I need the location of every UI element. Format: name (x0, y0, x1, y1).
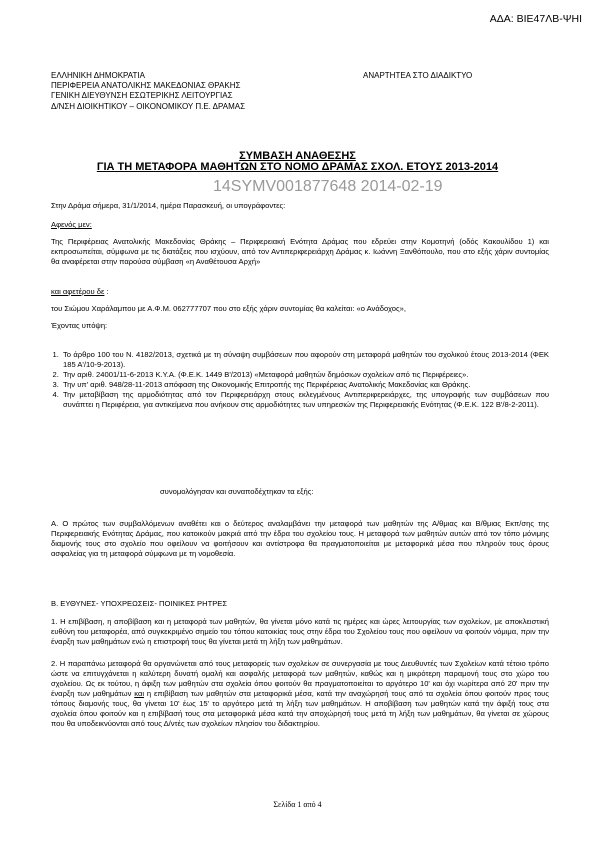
header-line: ΓΕΝΙΚΗ ΔΙΕΥΘΥΝΣΗ ΕΣΩΤΕΡΙΚΗΣ ΛΕΙΤΟΥΡΓΙΑΣ (51, 91, 233, 101)
paragraph-text: η επιβίβαση των μαθητών στα μεταφορικά μέσα, κατά την αναχώρησή τους από τα σχολεία όπου φοιτούν προς τους τόπους διαμονής τους, θα γίνεται 10' έως 15' το αργότερο μετά τη λήξη των μαθημάτων. Η αποβίβαση των μαθητών κατά την άφιξή τους στα σχολεία όπου φοιτούν και η επιβίβασή τους στα μεταφορικά μέσα κατά την αποχώρησή τους μετά τη λήξη των μαθημάτων, θα γίνεται σε χώρους που θα υποδεικνύονται από τους Δ/ντές των σχολείων πλησίον του διδακτηρίου. (51, 689, 549, 728)
afeterou-paragraph: του Σιώμου Χαράλαμπου με Α.Φ.Μ. 062777707 που στο εξής χάριν συντομίας θα καλείται: «ο Ανάδοχος», (51, 304, 406, 313)
afeterou-label: και αφετέρου δε (51, 287, 105, 296)
ada-code: ΑΔΑ: ΒΙΕ47ΛΒ-ΨΗΙ (489, 13, 582, 25)
afeterou-colon: : (104, 287, 109, 296)
header-line: Δ/ΝΣΗ ΔΙΟΙΚΗΤΙΚΟΥ – ΟΙΚΟΝΟΜΙΚΟΥ Π.Ε. ΔΡΑΜΑΣ (51, 101, 246, 111)
header-line: ΕΛΛΗΝΙΚΗ ΔΗΜΟΚΡΑΤΙΑ (51, 71, 145, 80)
title-line-1: ΣΥΜΒΑΣΗ ΑΝΑΘΕΣΗΣ (239, 150, 356, 162)
page-footer: Σελίδα 1 από 4 (273, 800, 322, 809)
agreed-text: συνομολόγησαν και συναποδέχτηκαν τα εξής: (160, 487, 314, 496)
list-item: 1. Το άρθρο 100 του Ν. 4182/2013, σχετικά με τη σύναψη συμβάσεων που αφορούν στη μεταφορά μαθητών του σχολικού έτους 2013-2014 (ΦΕΚ 185 Α'/10-9-2013). (61, 350, 549, 370)
list-item: 4. Την μεταβίβαση της αρμοδιότητας από τον Περιφερειάρχη στους εκλεγμένους Αντιπεριφερειάρχες, της υπογραφής των συμβάσεων που συνάπτει η Περιφέρεια, για αντικείμενα που ανήκουν στις αρμοδιότητες των υπηρεσιών της Περιφερειακής Ενότητας (Φ.Ε.Κ. 122 Β'/8-2-2011). (61, 390, 549, 410)
paragraph-text: 2. Η παραπάνω μεταφορά θα οργανώνεται από τους μεταφορείς των σχολείων σε συνεργασία με τους Διευθυντές των Σχολείων κατά τέτοιο τρόπο ώστε να επιτυγχάνεται η καλύτερη δυνατή ομαλή και ασφαλής μεταφορά των μαθητών, καθώς και η μικρότερη παραμονή τους στο χώρο του σχολείου. Ως εκ τούτου, η άφιξη των μαθητών στα σχολεία όπου φοιτούν θα πραγματοποιείται το αργότερο 10' και όχι νωρίτερα από 20' πριν την έναρξη των μαθημάτων (51, 659, 549, 698)
having-label: Έχοντας υπόψη: (51, 321, 108, 330)
considerations-list (51, 350, 549, 410)
afenos-paragraph: Της Περιφέρειας Ανατολικής Μακεδονίας Θράκης – Περιφερειακή Ενότητα Δράμας που εδρεύει στην Κομοτηνή (οδός Κακουλίδου 1) και εκπροσωπείται, σύμφωνα με τις διατάξεις που ισχύουν, από τον Αντιπεριφερειάρχη Δράμας κ. Ιωάννη Ξανθόπουλο, που στο εξής χάριν συντομίας θα αναφέρεται στην παρούσα σύμβαση «η Αναθέτουσα Αρχή» (51, 237, 549, 266)
intro-text: Στην Δράμα σήμερα, 31/1/2014, ημέρα Παρασκευή, οι υπογράφοντες: (51, 201, 286, 210)
section-a-paragraph: Α. Ο πρώτος των συμβαλλόμενων αναθέτει και ο δεύτερος αναλαμβάνει την μεταφορά των μαθητών της Α/θμιας και Β/θμιας Εκπ/σης της Περιφερειακής Ενότητας Δράμας, που κατοικούν μακριά από την έδρα του σχολείου τους. Η μεταφορά των μαθητών αυτών από τον τόπο μόνιμης διαμονής τους στο σχολείο που οφείλουν να φοιτήσουν και αντίστροφα θα πραγματοποιείται με μεταφορικά μέσα που πληρούν τους όρους ασφαλείας για τη μεταφορά σύμφωνα με τη νομοθεσία. (51, 519, 549, 558)
list-item: 3. Την υπ' αριθ. 948/28-11-2013 απόφαση της Οικονομικής Επιτροπής της Περιφέρειας Ανατολικής Μακεδονίας και Θράκης. (61, 380, 549, 390)
section-b-paragraph-1: 1. Η επιβίβαση, η αποβίβαση και η μεταφορά των μαθητών, θα γίνεται μόνο κατά τις ημέρες και ώρες λειτουργίας των σχολείων, με αποκλειστική ευθύνη του μεταφορέα, από συγκεκριμένο σημείο του τόπου κατοικίας τους στην έδρα του Σχολείου τους που οφείλουν να φοιτούν νόμιμα, πριν την έναρξη των μαθημάτων ενώ η επιστροφή τους θα γίνεται μετά τη λήξη των μαθημάτων. (51, 617, 549, 646)
registration-stamp: 14SYMV001877648 2014-02-19 (213, 178, 443, 195)
afenos-label: Αφενός μεν: (51, 220, 92, 229)
document-title (0, 151, 595, 173)
title-line-2: ΓΙΑ ΤΗ ΜΕΤΑΦΟΡΑ ΜΑΘΗΤΩΝ ΣΤΟ ΝΟΜΟ ΔΡΑΜΑΣ ΣΧΟΛ. ΕΤΟΥΣ 2013-2014 (96, 161, 499, 173)
issuer-header (51, 71, 245, 112)
section-b-paragraph-2 (51, 659, 549, 729)
posting-note: ΑΝΑΡΤΗΤΕΑ ΣΤΟ ΔΙΑΔΙΚΤΥΟ (363, 71, 473, 80)
list-item: 2. Την αριθ. 24001/11-6-2013 Κ.Υ.Α. (Φ.Ε.Κ. 1449 Β'/2013) «Μεταφορά μαθητών δημόσιων σχολείων από τις Περιφέρειες». (61, 370, 549, 380)
afeterou-heading (51, 287, 549, 297)
underlined-word: και (134, 689, 145, 698)
header-line: ΠΕΡΙΦΕΡΕΙΑ ΑΝΑΤΟΛΙΚΗΣ ΜΑΚΕΔΟΝΙΑΣ ΘΡΑΚΗΣ (51, 81, 241, 91)
section-b-heading: Β. ΕΥΘΥΝΕΣ- ΥΠΟΧΡΕΩΣΕΙΣ- ΠΟΙΝΙΚΕΣ ΡΗΤΡΕΣ (51, 599, 228, 608)
